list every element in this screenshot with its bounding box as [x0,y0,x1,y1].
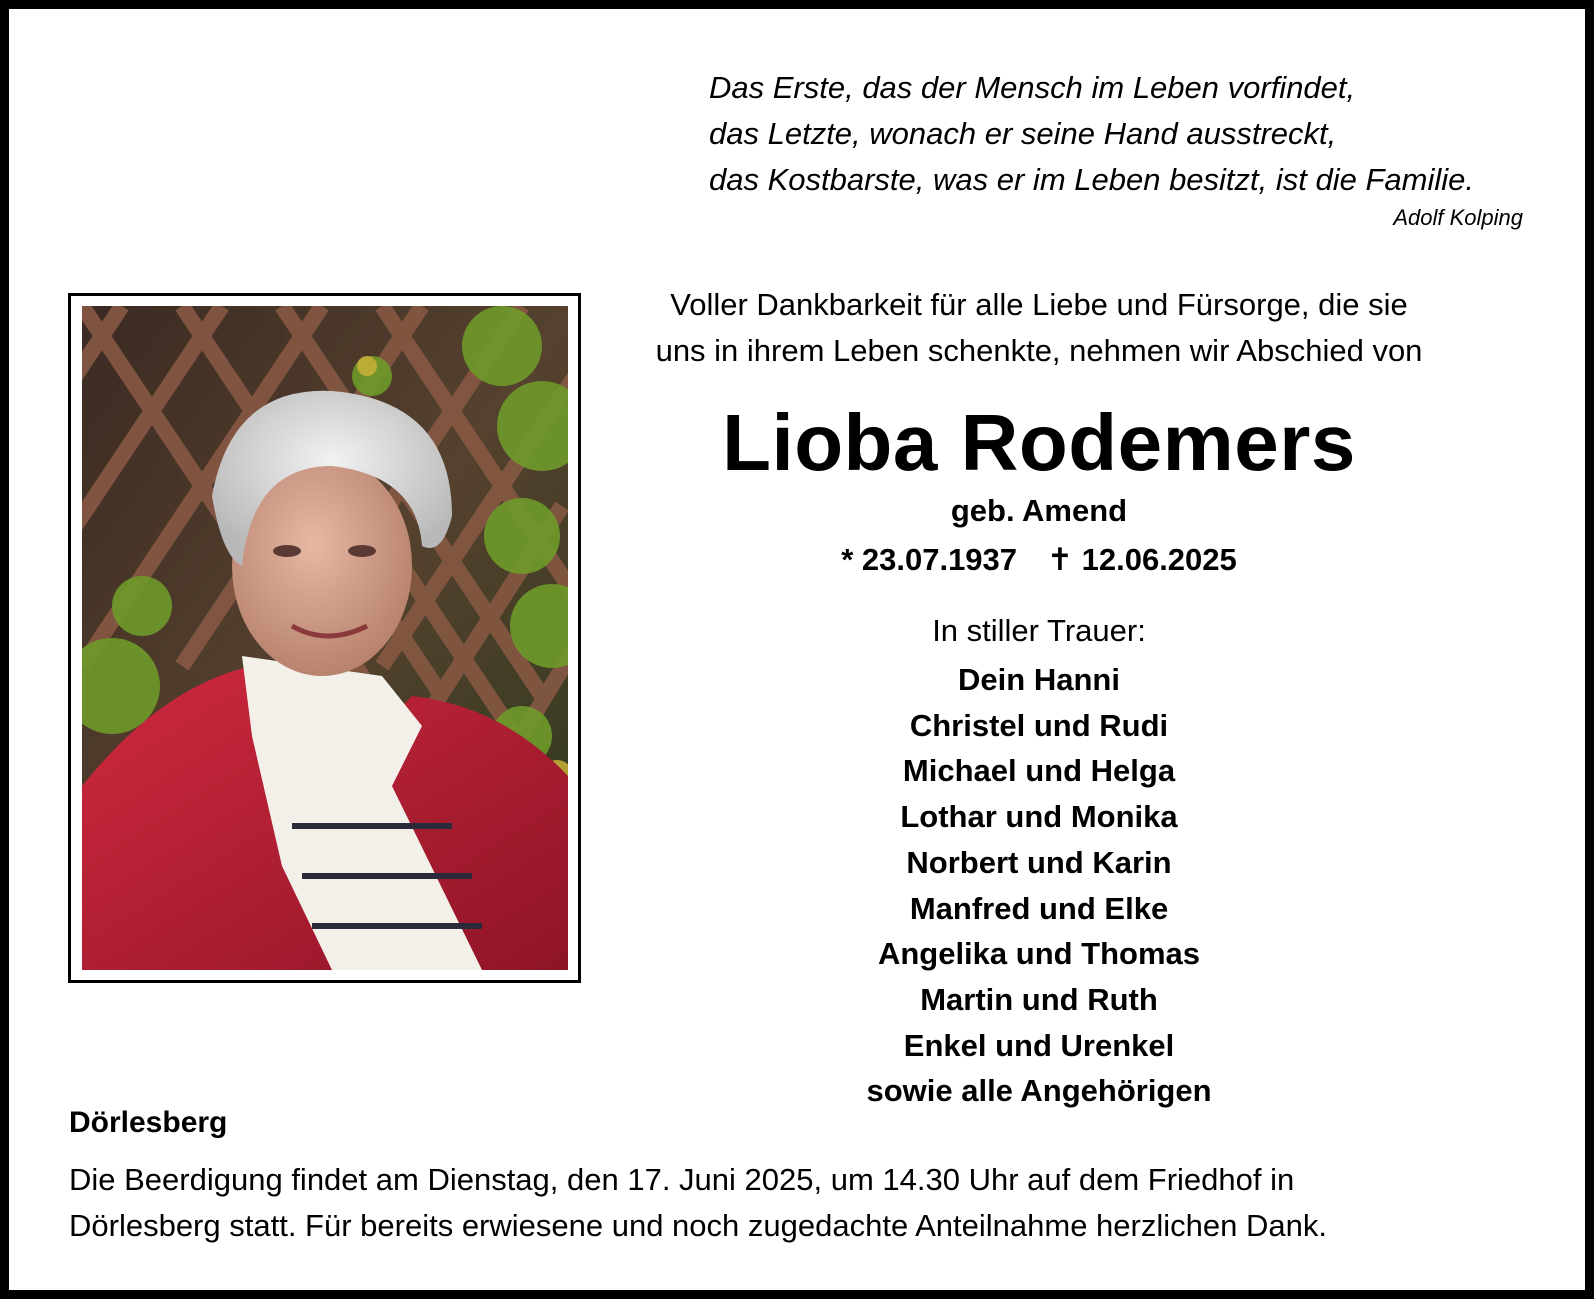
quote-line: Das Erste, das der Mensch im Leben vorfindet, [709,70,1356,105]
mourner: Michael und Helga [902,753,1176,789]
intro-text [609,282,1469,374]
death-date: ✝ 12.06.2025 [1047,542,1237,577]
mourner: Lothar und Monika [900,799,1178,835]
mourner: Manfred und Elke [909,890,1169,926]
intro-line: uns in ihrem Leben schenkte, nehmen wir Abschied von [655,333,1423,368]
mourner: Dein Hanni [958,662,1120,697]
quote-line: das Letzte, wonach er seine Hand ausstreckt, [709,116,1337,151]
quote-author: Adolf Kolping [1393,205,1523,230]
birth-date: * 23.07.1937 [841,542,1018,577]
portrait-frame [68,293,581,983]
mourner: Norbert und Karin [906,844,1172,880]
place-name: Dörlesberg [69,1106,228,1139]
mourner: sowie alle Angehörigen [866,1073,1212,1109]
deceased-name: Lioba Rodemers [722,398,1356,487]
life-dates [609,538,1469,582]
mourning-heading: In stiller Trauer: [932,613,1146,648]
mourner: Martin und Ruth [920,981,1158,1017]
birth-name: geb. Amend [950,493,1128,528]
mourner: Angelika und Thomas [877,936,1201,972]
portrait-image [82,306,568,970]
mourners-list [609,657,1469,1114]
quote-line: das Kostbarste, was er im Leben besitzt, ist die Familie. [709,162,1474,197]
intro-line: Voller Dankbarkeit für alle Liebe und Fürsorge, die sie [670,287,1408,322]
mourner: Enkel und Urenkel [903,1027,1175,1063]
mourner: Christel und Rudi [909,707,1169,743]
funeral-info [69,1157,1549,1249]
portrait-photo [82,306,568,970]
quote [709,65,1569,203]
funeral-line: Die Beerdigung findet am Dienstag, den 17. Juni 2025, um 14.30 Uhr auf dem Friedhof in [69,1162,1295,1197]
funeral-line: Dörlesberg statt. Für bereits erwiesene und noch zugedachte Anteilnahme herzlichen Dank. [69,1208,1327,1243]
